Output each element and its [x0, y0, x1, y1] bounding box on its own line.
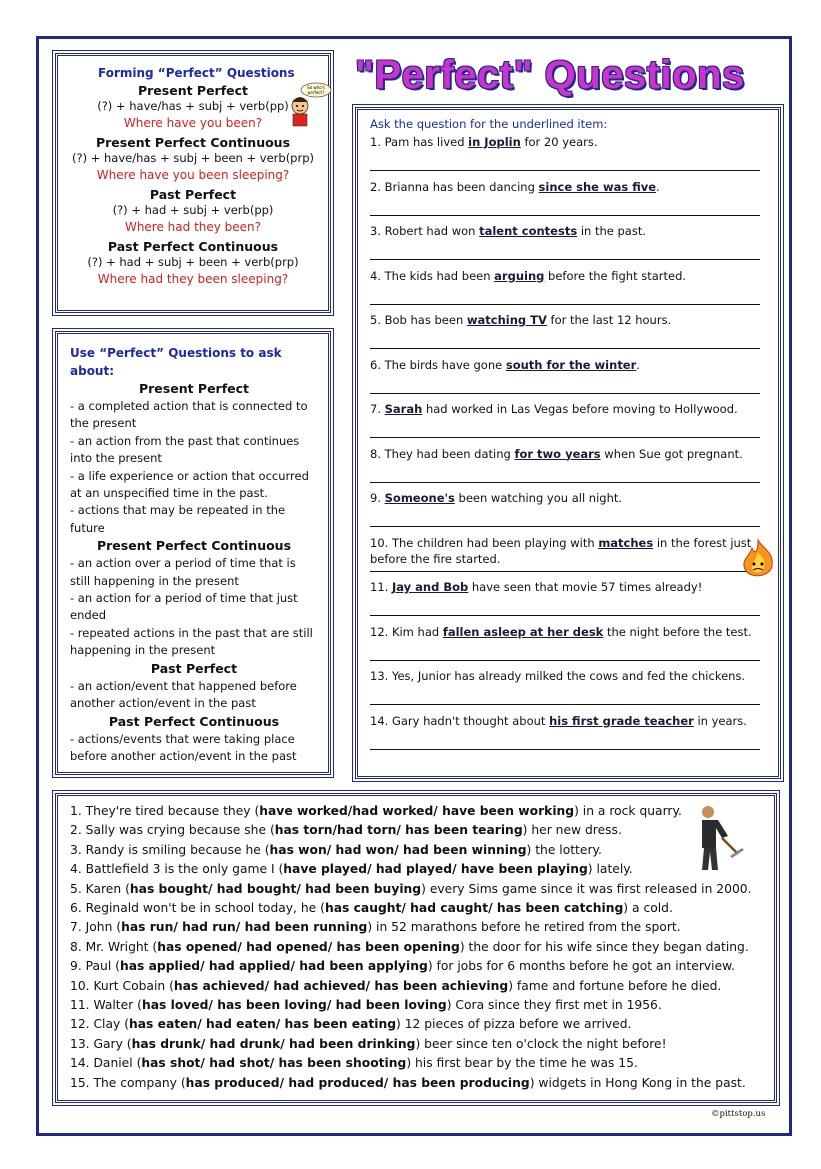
- question-text: [370, 268, 768, 284]
- sentence-part: 2. Sally was crying because she (: [70, 823, 275, 838]
- underlined-item: watching TV: [466, 313, 547, 327]
- sentence-part: 10. Kurt Cobain (: [70, 978, 174, 993]
- question-text-part: 13. Yes, Junior has already milked the cows and fed the chickens.: [370, 669, 746, 683]
- tense-formula: (?) + had + subj + been + verb(prp): [87, 255, 299, 269]
- use-item: - an action from the past that continues into the present: [70, 433, 300, 466]
- answer-line[interactable]: [370, 615, 760, 616]
- verb-options[interactable]: has achieved/ had achieved/ has been achieving: [173, 978, 509, 993]
- sentence-part: 6. Reginald won't be in school today, he (: [70, 901, 325, 916]
- question-text: [370, 446, 768, 462]
- question-text-part: 12. Kim had: [370, 624, 443, 639]
- sentence-part: 14. Daniel (: [70, 1056, 142, 1071]
- sentence-part: 15. The company (: [70, 1075, 186, 1090]
- answer-line[interactable]: [370, 393, 760, 394]
- verb-exercise-item: [70, 880, 764, 899]
- question-text-part: 11.: [370, 580, 392, 594]
- tense-block: [58, 239, 328, 288]
- question-item: [370, 624, 768, 669]
- question-item: [370, 713, 768, 758]
- question-item: [370, 312, 768, 357]
- underlined-item: matches: [598, 535, 654, 550]
- question-text-part: 9.: [370, 491, 385, 505]
- verb-exercise-item: [70, 802, 764, 821]
- tense-block: [58, 187, 328, 236]
- question-item: [370, 357, 768, 402]
- answer-line[interactable]: [370, 571, 760, 572]
- question-text: [370, 490, 768, 506]
- question-text: [370, 668, 768, 684]
- fire-icon: [738, 538, 778, 582]
- sentence-part: 9. Paul (: [70, 959, 120, 974]
- use-item: - actions that may be repeated in the future: [70, 503, 286, 535]
- sentence-part: ) a cold.: [623, 901, 673, 916]
- underlined-item: since she was five: [538, 179, 657, 194]
- underlined-item: talent contests: [479, 224, 578, 238]
- answer-line[interactable]: [370, 704, 760, 705]
- tense-example: Where have you been?: [123, 116, 263, 130]
- question-text-part: .: [636, 357, 640, 372]
- verb-options[interactable]: has bought/ had bought/ had been buying: [129, 881, 422, 896]
- uses-title: Use “Perfect” Questions to ask about:: [70, 346, 282, 378]
- page-title: "Perfect" Questions: [355, 53, 745, 97]
- question-item: [370, 668, 768, 713]
- sentence-part: ) in a rock quarry.: [574, 804, 682, 818]
- verb-options[interactable]: has loved/ has been loving/ had been loving: [141, 998, 447, 1013]
- question-text-part: for 20 years.: [520, 135, 598, 149]
- verb-options[interactable]: has applied/ had applied/ had been applying: [119, 959, 428, 974]
- answer-line[interactable]: [370, 215, 760, 216]
- use-item: - an action for a period of time that just ended: [70, 591, 298, 623]
- ask-instruction: Ask the question for the underlined item:: [370, 117, 608, 131]
- sentence-part: 8. Mr. Wright (: [70, 939, 158, 954]
- verb-options[interactable]: have worked/had worked/ have been working: [259, 804, 575, 818]
- question-text-part: 14. Gary hadn't thought about: [370, 713, 550, 728]
- sentence-part: ) his first bear by the time he was 15.: [406, 1056, 638, 1071]
- question-text-part: before the fight started.: [544, 268, 687, 283]
- question-text: [370, 134, 768, 150]
- sentence-part: ) her new dress.: [522, 823, 622, 838]
- question-text: [370, 312, 768, 328]
- sentence-part: 5. Karen (: [70, 881, 130, 896]
- forming-title: Forming “Perfect” Questions: [98, 66, 295, 80]
- question-text-part: 10. The children had been playing with: [370, 535, 599, 550]
- verb-exercise-item: [70, 1015, 764, 1034]
- verb-exercise-item: [70, 957, 764, 976]
- question-text: [370, 624, 768, 640]
- answer-line[interactable]: [370, 437, 760, 438]
- sentence-part: ) widgets in Hong Kong in the past.: [529, 1075, 746, 1090]
- use-item: - actions/events that were taking place before another action/event in the past: [70, 731, 297, 763]
- svg-text:perfect?: perfect?: [307, 90, 325, 95]
- sentence-part: ) 12 pieces of pizza before we arrived.: [396, 1017, 632, 1032]
- ask-question-box: [355, 107, 781, 779]
- underlined-item: for two years: [514, 446, 601, 461]
- verb-options[interactable]: has produced/ had produced/ has been producing: [185, 1075, 530, 1090]
- forming-questions-box: [55, 53, 331, 313]
- question-text-part: in the past.: [577, 224, 646, 238]
- verb-options[interactable]: has won/ had won/ had been winning: [269, 842, 527, 857]
- use-item: - a life experience or action that occurred at an unspecified time in the past.: [70, 468, 309, 501]
- underlined-item: in Joplin: [468, 135, 521, 149]
- answer-line[interactable]: [370, 170, 760, 171]
- question-text-part: been watching you all night.: [454, 491, 623, 505]
- underlined-item: Jay and Bob: [391, 580, 469, 594]
- answer-line[interactable]: [370, 259, 760, 260]
- verb-exercise-item: [70, 821, 764, 840]
- sentence-part: 4. Battlefield 3 is the only game I (: [70, 862, 284, 877]
- question-text: [370, 223, 768, 239]
- verb-exercise-item: [70, 938, 764, 957]
- question-text-part: for the last 12 hours.: [546, 313, 672, 327]
- verb-exercise-item: [70, 977, 764, 996]
- question-text-part: when Sue got pregnant.: [600, 446, 743, 461]
- verb-options[interactable]: has opened/ had opened/ has been opening: [157, 939, 460, 954]
- question-list: [370, 134, 768, 757]
- sentence-part: 1. They're tired because they (: [70, 804, 260, 818]
- uses-box: [55, 331, 331, 775]
- cartoon-boy-icon: [286, 82, 332, 128]
- tense-name: Present Perfect Continuous: [95, 135, 291, 150]
- tense-formula: (?) + have/has + subj + verb(pp): [97, 99, 289, 113]
- question-text-part: 5. Bob has been: [370, 313, 467, 327]
- sentence-part: 7. John (: [70, 920, 122, 935]
- sentence-part: ) every Sims game since it was first released in 2000.: [421, 881, 752, 896]
- underlined-item: Someone's: [384, 491, 455, 505]
- question-text: [370, 579, 768, 595]
- sentence-part: 12. Clay (: [70, 1017, 129, 1032]
- question-text-part: .: [656, 179, 660, 194]
- use-item: - repeated actions in the past that are still happening in the present: [70, 625, 313, 658]
- sentence-part: ) for jobs for 6 months before he got an interview.: [427, 959, 735, 974]
- question-text-part: 7.: [370, 402, 385, 416]
- question-item: [370, 535, 768, 580]
- tense-name: Past Perfect: [149, 187, 237, 202]
- use-section-title: Present Perfect: [138, 381, 250, 396]
- question-item: [370, 579, 768, 624]
- sentence-part: ) lately.: [587, 862, 633, 877]
- verb-options[interactable]: has drunk/ had drunk/ had been drinking: [131, 1036, 416, 1051]
- verb-exercise-item: [70, 841, 764, 860]
- answer-line[interactable]: [370, 526, 760, 527]
- sentence-part: ) Cora since they first met in 1956.: [446, 998, 662, 1013]
- tense-name: Past Perfect Continuous: [107, 239, 279, 254]
- sentence-part: 13. Gary (: [70, 1036, 132, 1051]
- verb-options[interactable]: has caught/ had caught/ has been catching: [324, 901, 624, 916]
- verb-options[interactable]: has shot/ had shot/ has been shooting: [141, 1056, 407, 1071]
- question-item: [370, 446, 768, 491]
- answer-line[interactable]: [370, 482, 760, 483]
- tense-example: Where had they been?: [124, 220, 262, 234]
- question-text: [370, 713, 768, 729]
- tense-formula: (?) + had + subj + verb(pp): [112, 203, 274, 217]
- answer-line[interactable]: [370, 660, 760, 661]
- question-text-part: 4. The kids had been: [370, 268, 495, 283]
- question-text-part: have seen that movie 57 times already!: [468, 580, 703, 594]
- question-item: [370, 223, 768, 268]
- answer-line[interactable]: [370, 304, 760, 305]
- question-text: [370, 535, 768, 567]
- answer-line[interactable]: [370, 749, 760, 750]
- sentence-part: 3. Randy is smiling because he (: [70, 842, 270, 857]
- verb-exercise-item: [70, 1074, 764, 1093]
- use-section-title: Past Perfect Continuous: [108, 713, 280, 729]
- sentence-part: ) the lottery.: [526, 842, 602, 857]
- verb-options[interactable]: have played/ had played/ have been playing: [283, 862, 588, 877]
- question-item: [370, 490, 768, 535]
- question-text-part: in years.: [693, 713, 747, 728]
- question-text-part: had worked in Las Vegas before moving to Hollywood.: [422, 402, 738, 416]
- tense-example: Where have you been sleeping?: [96, 168, 290, 182]
- use-item: - an action/event that happened before another action/event in the past: [70, 678, 297, 711]
- verb-options[interactable]: has eaten/ had eaten/ has been eating: [129, 1017, 397, 1032]
- question-item: [370, 179, 768, 224]
- underlined-item: Sarah: [384, 402, 423, 416]
- tense-example: Where had they been sleeping?: [97, 272, 289, 286]
- use-section-title: Present Perfect Continuous: [96, 538, 292, 554]
- verb-exercise-item: [70, 918, 764, 937]
- question-text: [370, 357, 768, 373]
- verb-exercise-list: [70, 802, 764, 1093]
- verb-exercise-item: [70, 1035, 764, 1054]
- use-item: - a completed action that is connected to the present: [70, 399, 308, 431]
- tense-name: Present Perfect: [137, 83, 249, 98]
- verb-exercise-item: [70, 1054, 764, 1073]
- underlined-item: fallen asleep at her desk: [442, 624, 604, 639]
- verb-exercise-item: [70, 996, 764, 1015]
- worker-with-pickaxe-icon: [688, 802, 744, 872]
- sentence-part: ) the door for his wife since they began dating.: [459, 939, 749, 954]
- bubble-text: So who's: [307, 85, 325, 90]
- copyright: ©pittstop.us: [711, 1109, 766, 1119]
- verb-choice-box: [55, 793, 777, 1103]
- verb-exercise-item: [70, 860, 764, 879]
- question-text: [370, 179, 768, 195]
- question-item: [370, 134, 768, 179]
- question-text-part: 8. They had been dating: [370, 446, 515, 461]
- question-item: [370, 401, 768, 446]
- sentence-part: ) in 52 marathons before he retired from the sport.: [367, 920, 681, 935]
- verb-options[interactable]: has run/ had run/ had been running: [121, 920, 368, 935]
- answer-line[interactable]: [370, 348, 760, 349]
- question-text-part: 1. Pam has lived: [370, 135, 469, 149]
- worksheet: [36, 36, 792, 1136]
- use-item: - an action over a period of time that is still happening in the present: [70, 556, 296, 588]
- use-section-title: Past Perfect: [150, 660, 238, 676]
- sentence-part: ) beer since ten o'clock the night before!: [415, 1036, 667, 1051]
- sentence-part: 11. Walter (: [70, 998, 142, 1013]
- verb-exercise-item: [70, 899, 764, 918]
- tense-block: [58, 135, 328, 184]
- question-text-part: 3. Robert had won: [370, 224, 480, 238]
- question-text-part: 6. The birds have gone: [370, 357, 506, 372]
- verb-options[interactable]: has torn/had torn/ has been tearing: [274, 823, 523, 838]
- underlined-item: south for the winter: [505, 357, 637, 372]
- question-item: [370, 268, 768, 313]
- tense-formula: (?) + have/has + subj + been + verb(prp): [71, 151, 314, 165]
- sentence-part: ) fame and fortune before he died.: [508, 978, 722, 993]
- question-text: [370, 401, 768, 417]
- question-text-part: 2. Brianna has been dancing: [370, 179, 539, 194]
- underlined-item: arguing: [494, 268, 545, 283]
- question-text-part: in the forest just before the fire started.: [370, 535, 752, 566]
- underlined-item: his first grade teacher: [549, 713, 694, 728]
- question-text-part: the night before the test.: [603, 624, 752, 639]
